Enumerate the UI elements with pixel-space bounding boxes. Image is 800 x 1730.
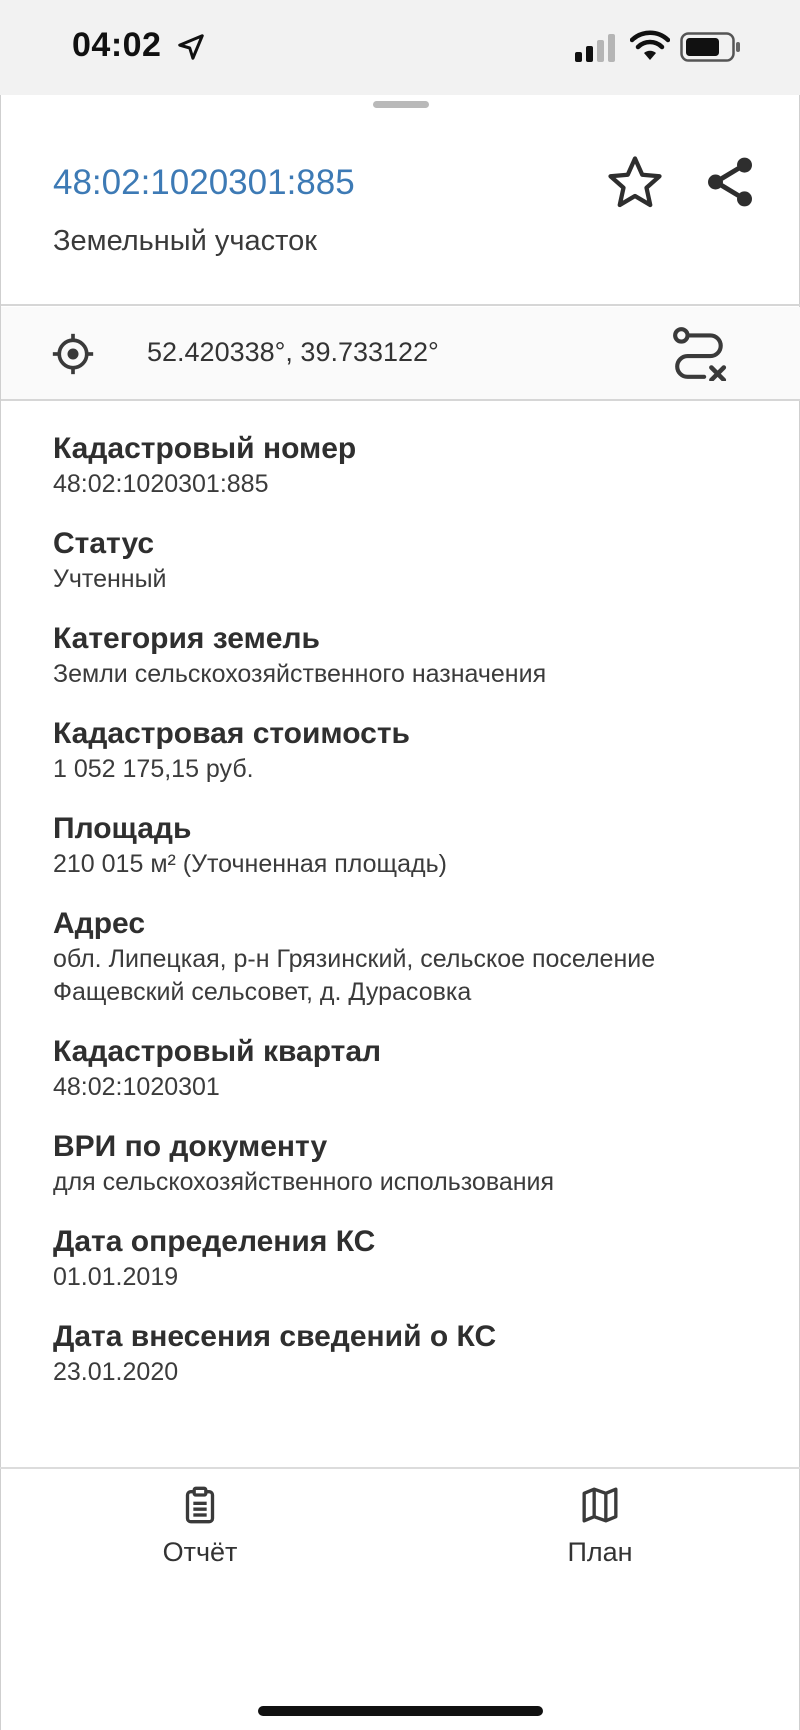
field-value: 210 015 м² (Уточненная площадь) (53, 850, 447, 878)
field-label: Кадастровый квартал (53, 1035, 382, 1068)
object-header (1, 95, 800, 305)
field-cadastral-quarter (53, 1033, 773, 1104)
field-entry-date (53, 1318, 773, 1389)
field-cadastral-value (53, 715, 773, 786)
plan-tab-label: План (567, 1537, 633, 1567)
report-tab[interactable] (100, 1485, 300, 1595)
field-value: обл. Липецкая, р-н Грязинский, сельское поселение Фащевский сельсовет, д. Дурасовка (53, 945, 656, 1006)
wifi-icon (630, 30, 670, 62)
report-tab-label: Отчёт (162, 1537, 238, 1567)
field-value: Учтенный (53, 565, 167, 593)
battery-icon (680, 32, 742, 62)
coordinates-divider (1, 399, 800, 401)
cadastral-number-title[interactable]: 48:02:1020301:885 (53, 163, 355, 202)
field-value: для сельскохозяйственного использования (53, 1168, 555, 1196)
home-indicator[interactable] (258, 1706, 543, 1716)
header-divider (1, 304, 800, 306)
field-value: 01.01.2019 (53, 1263, 179, 1291)
field-value: Земли сельскохозяйственного назначения (53, 660, 547, 688)
status-time: 04:02 (72, 26, 162, 64)
clipboard-icon (180, 1485, 220, 1525)
tabbar-divider (0, 1467, 800, 1469)
field-value: 23.01.2020 (53, 1358, 179, 1386)
field-label: Категория земель (53, 622, 320, 655)
field-label: ВРИ по документу (53, 1130, 328, 1163)
field-cadastral-number (53, 430, 773, 501)
plan-tab[interactable] (500, 1485, 700, 1595)
cellular-signal-icon (575, 34, 619, 62)
field-value: 48:02:1020301 (53, 1073, 220, 1101)
object-type-label: Земельный участок (53, 225, 317, 257)
star-icon[interactable] (605, 153, 665, 213)
field-valuation-date (53, 1223, 773, 1294)
route-clear-icon[interactable] (671, 325, 729, 381)
field-status (53, 525, 773, 596)
field-area (53, 810, 773, 881)
location-arrow-icon (176, 32, 206, 62)
coordinates-text[interactable]: 52.420338°, 39.733122° (147, 337, 439, 367)
field-label: Площадь (53, 812, 192, 845)
share-icon[interactable] (701, 153, 759, 211)
status-bar (0, 0, 800, 95)
map-icon (580, 1485, 620, 1525)
field-label: Статус (53, 527, 155, 560)
field-label: Адрес (53, 907, 146, 940)
field-label: Дата определения КС (53, 1225, 376, 1258)
field-value: 48:02:1020301:885 (53, 470, 269, 498)
field-label: Кадастровый номер (53, 432, 357, 465)
field-label: Кадастровая стоимость (53, 717, 410, 750)
field-land-category (53, 620, 773, 691)
crosshair-target-icon[interactable] (51, 332, 95, 376)
coordinates-row (1, 307, 800, 399)
field-value: 1 052 175,15 руб. (53, 755, 254, 783)
field-label: Дата внесения сведений о КС (53, 1320, 497, 1353)
field-address (53, 905, 773, 1009)
property-fields-list (53, 430, 773, 1413)
field-permitted-use (53, 1128, 773, 1199)
